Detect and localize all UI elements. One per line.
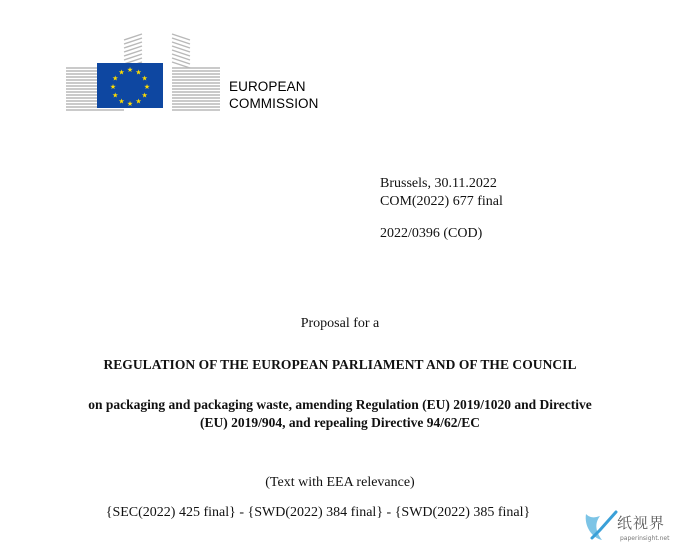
place-date: Brussels, 30.11.2022: [380, 176, 497, 191]
subject-line-2: (EU) 2019/904, and repealing Directive 94/62/EC: [200, 415, 480, 430]
european-commission-logo: [64, 30, 224, 112]
svg-text:★: ★: [112, 91, 119, 100]
svg-text:★: ★: [141, 74, 148, 83]
proposal-heading: Proposal for a: [300, 316, 380, 331]
svg-text:★: ★: [126, 100, 134, 108]
svg-text:★: ★: [135, 97, 142, 106]
watermark-text: 纸视界: [617, 514, 666, 532]
regulation-title: REGULATION OF THE EUROPEAN PARLIAMENT AND OF THE COUNCIL: [103, 357, 577, 372]
eea-relevance-note: (Text with EEA relevance): [265, 475, 415, 490]
com-reference: COM(2022) 677 final: [380, 194, 503, 209]
related-documents: {SEC(2022) 425 final} - {SWD(2022) 384 final} - {SWD(2022) 385 final}: [105, 505, 531, 520]
organisation-name: [229, 78, 319, 112]
watermark-url: paperinsight.net: [620, 535, 670, 542]
svg-text:★: ★: [118, 68, 125, 77]
svg-text:★: ★: [118, 97, 125, 106]
organisation-line-1: EUROPEAN: [229, 79, 306, 94]
svg-text:★: ★: [126, 66, 134, 74]
svg-text:★: ★: [135, 68, 142, 77]
organisation-line-2: COMMISSION: [229, 96, 319, 111]
svg-text:★: ★: [112, 74, 119, 83]
svg-text:★: ★: [141, 91, 148, 100]
svg-text:★: ★: [109, 83, 117, 91]
svg-text:★: ★: [143, 83, 151, 91]
procedure-number: 2022/0396 (COD): [380, 226, 483, 241]
regulation-subject: [0, 396, 680, 432]
subject-line-1: on packaging and packaging waste, amending Regulation (EU) 2019/1020 and Directive: [88, 397, 592, 412]
